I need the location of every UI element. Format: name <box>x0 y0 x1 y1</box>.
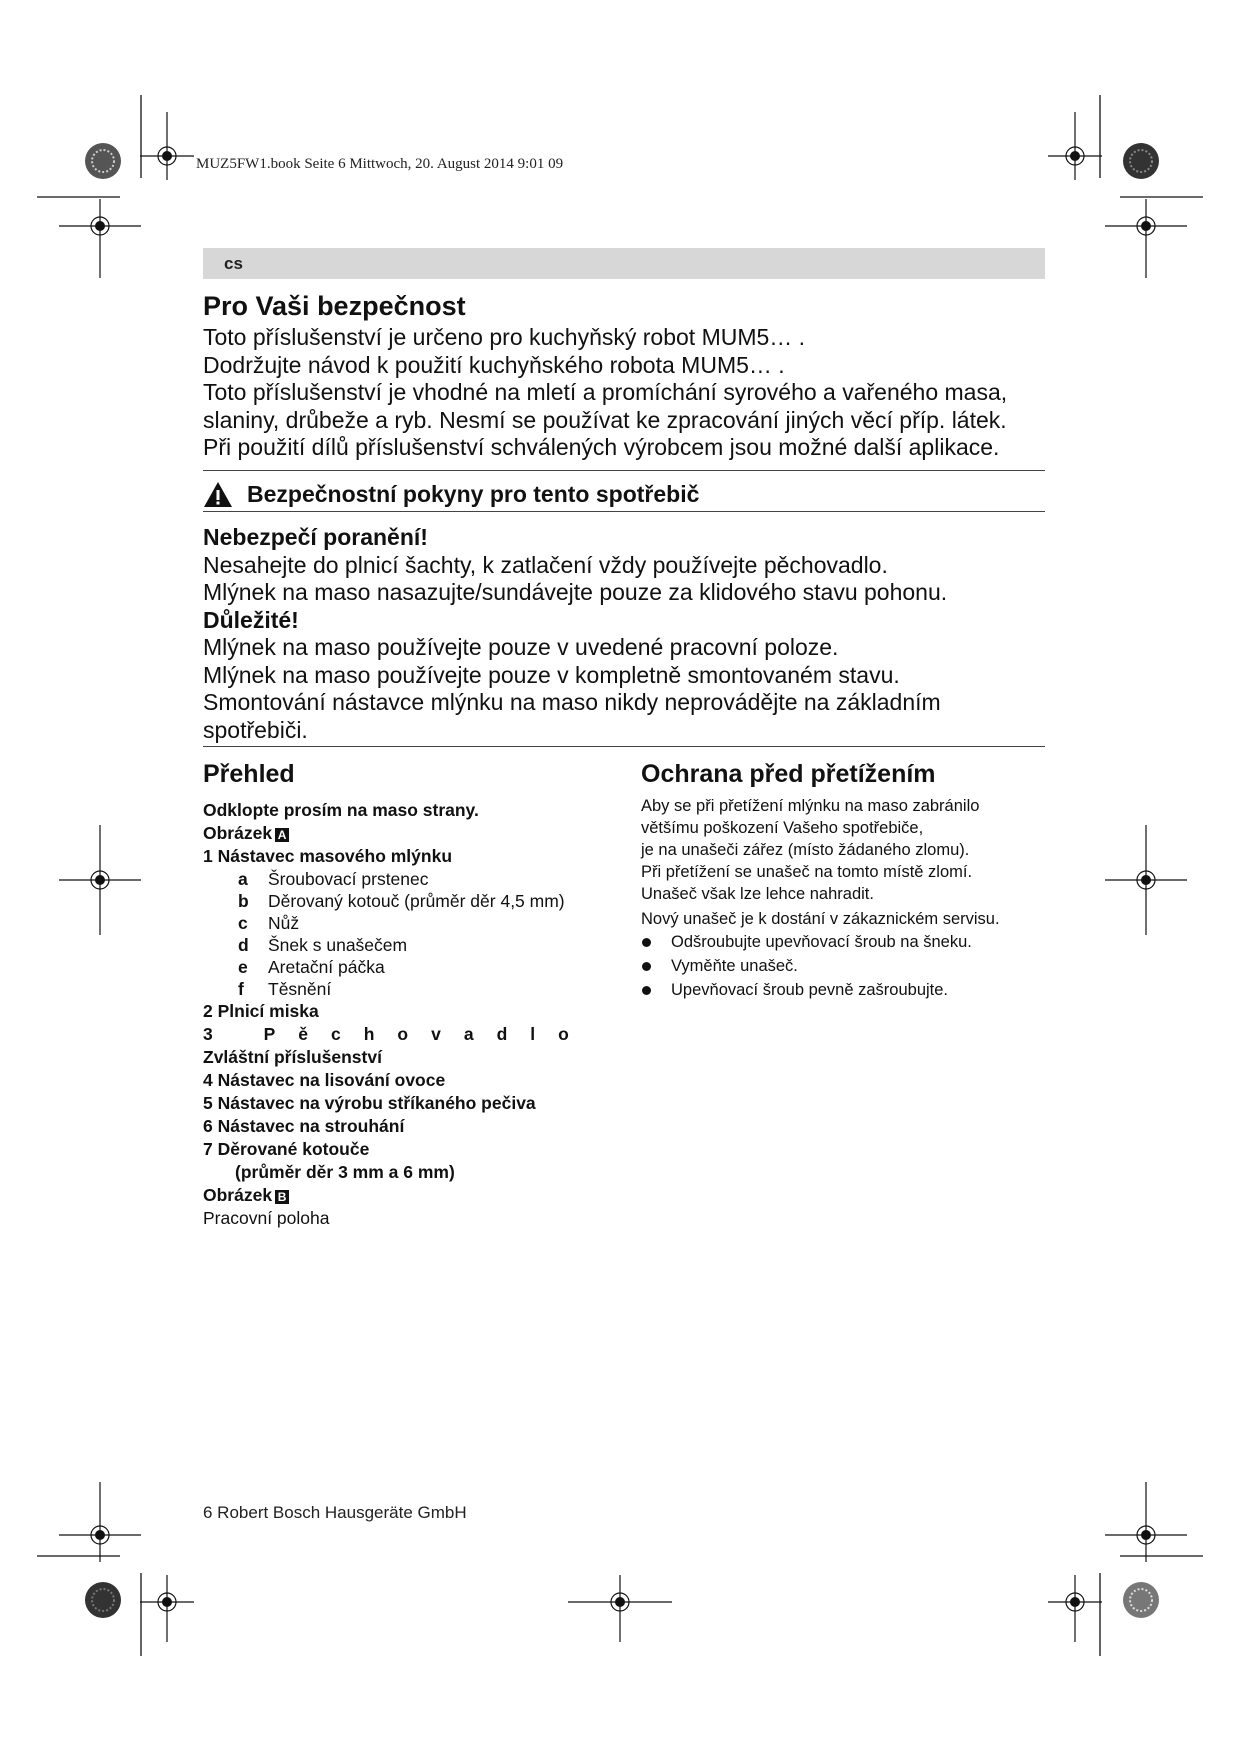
figure-a-letter: A <box>275 828 289 842</box>
overload-line: většímu poškození Vašeho spotřebiče, <box>641 819 924 837</box>
sub-item-text: Aretační páčka <box>268 957 385 977</box>
bullet-icon <box>642 962 651 971</box>
safety-body <box>203 324 1063 462</box>
overload-line: Unašeč však lze lehce nahradit. <box>641 885 874 903</box>
divider <box>203 746 1045 747</box>
bullet-text: Odšroubujte upevňovací šroub na šneku. <box>671 933 972 951</box>
working-position: Pracovní poloha <box>203 1208 330 1228</box>
bullet-icon <box>642 938 651 947</box>
danger-line: Nesahejte do plnicí šachty, k zatlačení vždy používejte pěchovadlo. <box>203 551 888 578</box>
overview-title: Přehled <box>203 760 295 788</box>
book-file-info: MUZ5FW1.book Seite 6 Mittwoch, 20. August 2014 9:01 09 <box>196 156 564 172</box>
language-code: cs <box>224 254 243 273</box>
important-title: Důležité! <box>203 606 299 633</box>
divider <box>203 470 1045 471</box>
divider <box>203 511 1045 512</box>
overview-item-5: 5 Nástavec na výrobu stříkaného pečiva <box>203 1093 536 1113</box>
sub-item-letter: d <box>238 935 249 955</box>
sub-item-text: Šroubovací prstenec <box>268 869 429 889</box>
danger-title: Nebezpečí poranění! <box>203 524 428 550</box>
bullet-item <box>641 930 1061 954</box>
sub-item-text: Nůž <box>268 913 300 933</box>
bullet-text: Upevňovací šroub pevně zašroubujte. <box>671 981 949 999</box>
figure-b-label: Obrázek <box>203 1185 273 1205</box>
safety-line: Při použití dílů příslušenství schválených výrobcem jsou možné další aplikace. <box>203 434 1000 460</box>
safety-line: slaniny, drůbeže a ryb. Nesmí se používat ke zpracování jiných věcí příp. látek. <box>203 406 1007 433</box>
sub-item <box>203 890 623 912</box>
safety-line: Toto příslušenství je určeno pro kuchyňský robot MUM5… . <box>203 324 806 350</box>
overload-title: Ochrana před přetížením <box>641 760 936 788</box>
safety-line: Toto příslušenství je vhodné na mletí a promíchání syrového a vařeného masa, <box>203 379 1008 405</box>
bullet-icon <box>642 986 651 995</box>
sub-item-letter: b <box>238 891 249 911</box>
sub-item <box>203 912 623 934</box>
important-line: spotřebiči. <box>203 716 308 743</box>
figure-a-label: Obrázek <box>203 823 273 843</box>
overload-section <box>641 760 1061 1002</box>
important-line: Mlýnek na maso používejte pouze v kompletně smontovaném stavu. <box>203 661 900 688</box>
sub-item <box>203 934 623 956</box>
safety-line: Dodržujte návod k použití kuchyňského robota MUM5… . <box>203 351 785 378</box>
overview-item-6: 6 Nástavec na strouhání <box>203 1116 405 1136</box>
sub-item-letter: a <box>238 869 248 889</box>
overview-unfold-note: Odklopte prosím na maso strany. <box>203 800 479 820</box>
overload-line: Při přetížení se unašeč na tomto místě zlomí. <box>641 863 973 881</box>
special-accessories: Zvláštní příslušenství <box>203 1047 382 1067</box>
sub-item <box>203 956 623 978</box>
sub-item <box>203 978 623 1000</box>
sub-item-text: Těsnění <box>268 979 332 999</box>
overload-line: Nový unašeč je k dostání v zákaznickém servisu. <box>641 910 1000 928</box>
figure-b-ref <box>203 1184 623 1207</box>
sub-item-letter: f <box>238 979 244 999</box>
safety-title: Pro Vaši bezpečnost <box>203 291 466 321</box>
overview-item-7: 7 Děrované kotouče <box>203 1139 370 1159</box>
overview-item-4: 4 Nástavec na lisování ovoce <box>203 1070 446 1090</box>
overview-section <box>203 760 623 1230</box>
overview-item-3: 3 Pěchovadlo <box>203 1024 592 1044</box>
instructions-title: Bezpečnostní pokyny pro tento spotřebič <box>247 480 700 507</box>
overload-line: je na unašeči zářez (místo žádaného zlomu). <box>641 841 970 859</box>
language-bar <box>203 248 1045 279</box>
sub-item-text: Šnek s unašečem <box>268 935 408 955</box>
instructions-body <box>203 524 1063 744</box>
danger-line: Mlýnek na maso nasazujte/sundávejte pouze za klidového stavu pohonu. <box>203 579 948 605</box>
instructions-heading <box>203 476 699 512</box>
warning-icon <box>203 481 233 508</box>
figure-a-ref <box>203 822 623 845</box>
bullet-text: Vyměňte unašeč. <box>671 957 798 975</box>
overview-item-7-detail: (průměr děr 3 mm a 6 mm) <box>235 1162 455 1182</box>
overload-line: Aby se při přetížení mlýnku na maso zabránilo <box>641 797 980 815</box>
bullet-item <box>641 954 1061 978</box>
sub-item-text: Děrovaný kotouč (průměr děr 4,5 mm) <box>268 891 565 911</box>
sub-item-letter: c <box>238 913 248 933</box>
bullet-item <box>641 978 1061 1002</box>
figure-b-letter: B <box>275 1190 289 1204</box>
overview-item-2: 2 Plnicí miska <box>203 1001 319 1021</box>
sub-item-letter: e <box>238 957 248 977</box>
sub-item <box>203 868 623 890</box>
important-line: Smontování nástavce mlýnku na maso nikdy neprovádějte na základním <box>203 689 941 715</box>
overview-item-1: 1 Nástavec masového mlýnku <box>203 846 453 866</box>
important-line: Mlýnek na maso používejte pouze v uvedené pracovní poloze. <box>203 634 839 660</box>
page-footer: 6 Robert Bosch Hausgeräte GmbH <box>203 1503 467 1522</box>
